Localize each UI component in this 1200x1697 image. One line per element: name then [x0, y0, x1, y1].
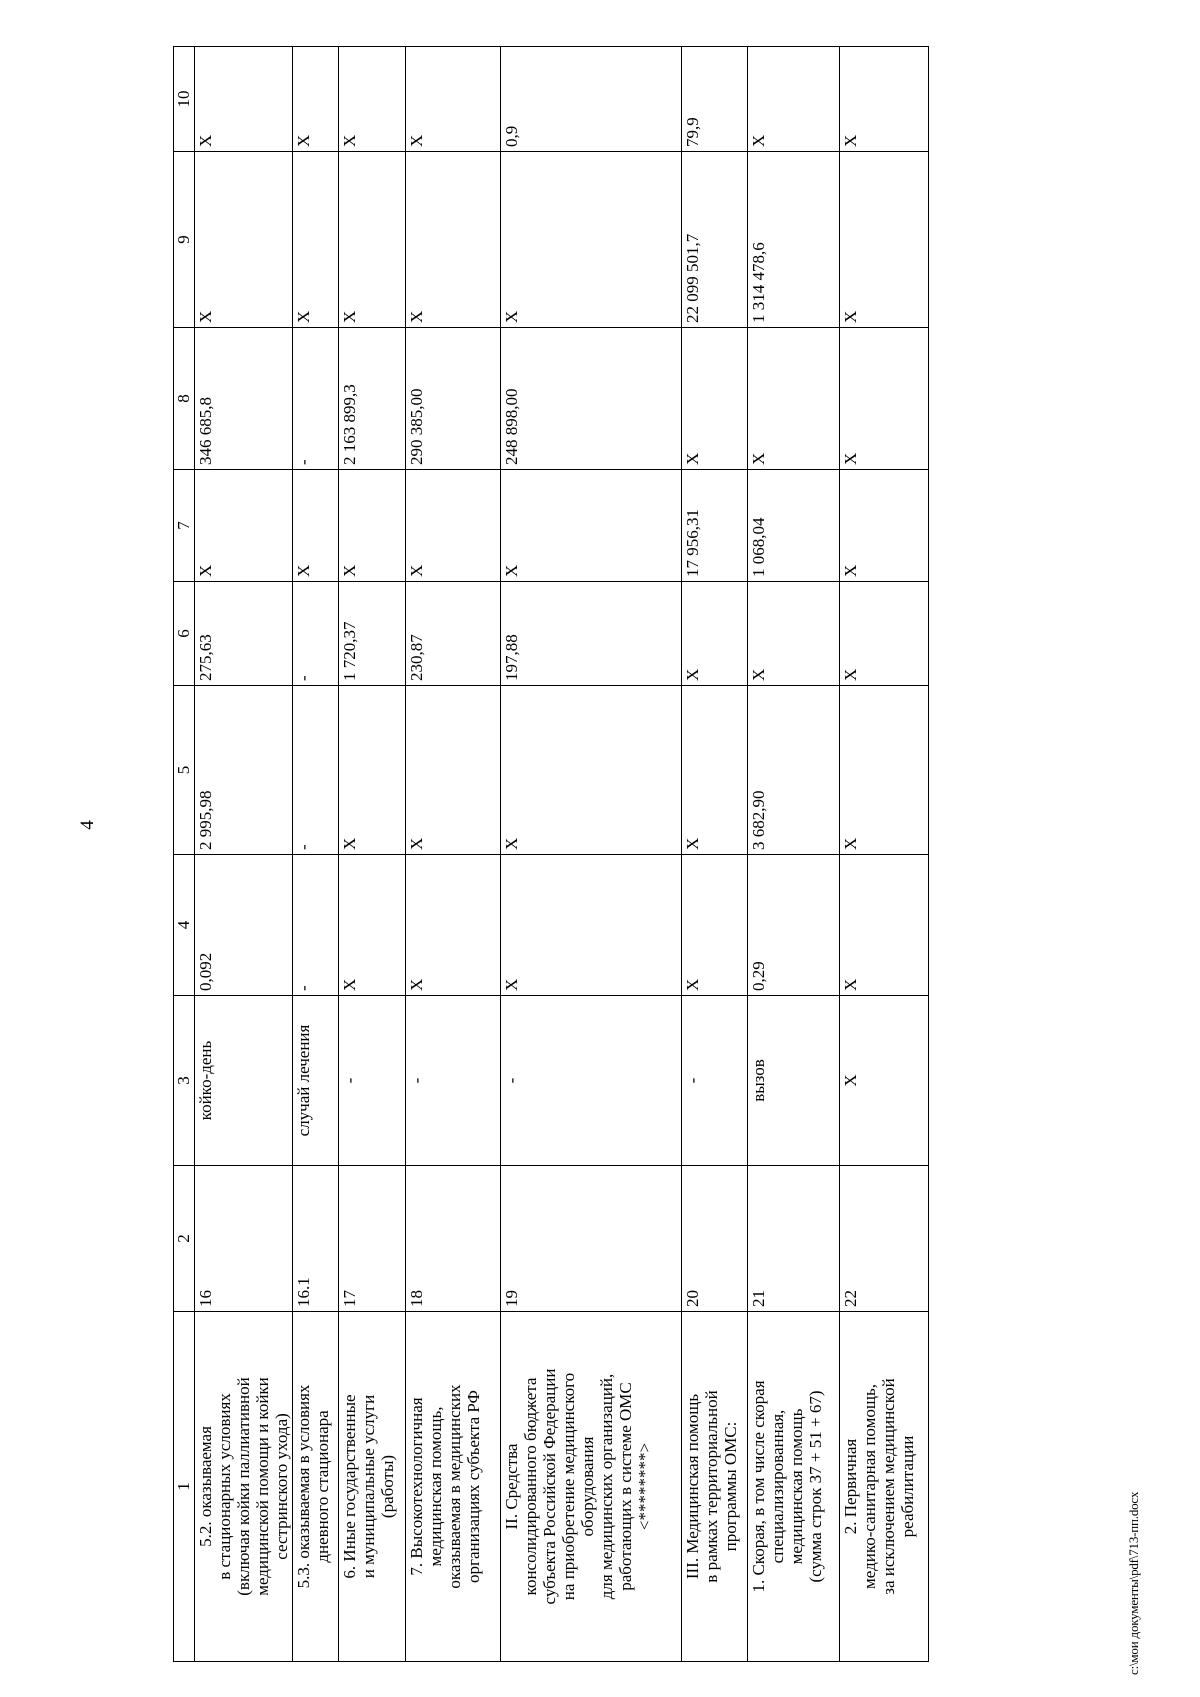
row-name: 2. Первичная медико-санитарная помощь, за исключением медицинской реабилитации [840, 1312, 929, 1662]
table-cell: Х [682, 855, 748, 996]
unit-cell: - [339, 996, 406, 1166]
row-name: III. Медицинская помощь в рамках территориальной программы ОМС: [682, 1312, 748, 1662]
unit-cell: Х [840, 996, 929, 1166]
table-row [293, 47, 339, 1662]
row-line-number: 21 [748, 1166, 840, 1312]
table-cell: Х [195, 470, 293, 582]
unit-cell: вызов [748, 996, 840, 1166]
table-row [339, 47, 406, 1662]
row-line-number: 20 [682, 1166, 748, 1312]
page-number: 4 [77, 820, 98, 830]
table-cell: Х [406, 470, 501, 582]
row-line-number: 19 [501, 1166, 682, 1312]
column-number: 2 [174, 1166, 195, 1312]
table-cell: 290 385,00 [406, 328, 501, 470]
table-cell: 275,63 [195, 582, 293, 686]
table-cell: Х [840, 582, 929, 686]
row-name: 5.3. оказываемая в условиях дневного стационара [293, 1312, 339, 1662]
column-number-row [174, 47, 195, 1662]
table-cell: 22 099 501,7 [682, 152, 748, 328]
table-row [195, 47, 293, 1662]
table-cell: 346 685,8 [195, 328, 293, 470]
table-cell: Х [293, 470, 339, 582]
table-cell: Х [293, 47, 339, 152]
table-cell: 1 720,37 [339, 582, 406, 686]
column-number: 3 [174, 996, 195, 1166]
table-cell: 79,9 [682, 47, 748, 152]
unit-cell: койко-день [195, 996, 293, 1166]
column-number: 8 [174, 328, 195, 470]
table-cell: Х [339, 47, 406, 152]
table-cell: 1 314 478,6 [748, 152, 840, 328]
row-name: 7. Высокотехнологичная медицинская помощь, оказываемая в медицинских организациях субъекта РФ [406, 1312, 501, 1662]
table-cell: Х [501, 470, 682, 582]
table-cell: 248 898,00 [501, 328, 682, 470]
unit-cell: - [682, 996, 748, 1166]
table-cell: Х [840, 686, 929, 855]
table-cell: Х [406, 686, 501, 855]
table-cell: - [293, 686, 339, 855]
table-cell: Х [748, 328, 840, 470]
table-cell: - [293, 582, 339, 686]
table-cell: 230,87 [406, 582, 501, 686]
table-cell: 0,092 [195, 855, 293, 996]
row-line-number: 16 [195, 1166, 293, 1312]
data-table [173, 46, 929, 1662]
table-cell: 0,9 [501, 47, 682, 152]
table-cell: Х [840, 470, 929, 582]
table-cell: Х [501, 152, 682, 328]
table-cell: 17 956,31 [682, 470, 748, 582]
table-row [748, 47, 840, 1662]
footer-file-path: c:\мои документы\pdf\713-пп.docx [1126, 1491, 1141, 1675]
table-cell: Х [840, 47, 929, 152]
row-name: 5.2. оказываемая в стационарных условиях (включая койки паллиативной медицинской помощи и койки сестринского ухода) [195, 1312, 293, 1662]
table-cell: Х [406, 855, 501, 996]
table-cell: - [293, 855, 339, 996]
row-line-number: 16.1 [293, 1166, 339, 1312]
table-cell: Х [682, 582, 748, 686]
row-line-number: 17 [339, 1166, 406, 1312]
table-cell: Х [406, 152, 501, 328]
row-line-number: 18 [406, 1166, 501, 1312]
table-cell: Х [339, 152, 406, 328]
table-cell: 1 068,04 [748, 470, 840, 582]
column-number: 6 [174, 582, 195, 686]
column-number: 4 [174, 855, 195, 996]
table-row [840, 47, 929, 1662]
row-name: 1. Скорая, в том числе скорая специализированная, медицинская помощь (сумма строк 37 + 51 + 67) [748, 1312, 840, 1662]
table-cell: 3 682,90 [748, 686, 840, 855]
column-number: 1 [174, 1312, 195, 1662]
table-row [406, 47, 501, 1662]
table-cell: Х [748, 47, 840, 152]
table-cell: Х [339, 686, 406, 855]
table-cell: Х [840, 855, 929, 996]
unit-cell: - [501, 996, 682, 1166]
table-cell: Х [748, 582, 840, 686]
table-cell: 2 995,98 [195, 686, 293, 855]
row-line-number: 22 [840, 1166, 929, 1312]
table-cell: - [293, 328, 339, 470]
row-name: 6. Иные государственные и муниципальные услуги (работы) [339, 1312, 406, 1662]
table-row [501, 47, 682, 1662]
table-cell: Х [840, 152, 929, 328]
table-cell: Х [293, 152, 339, 328]
table-cell: 2 163 899,3 [339, 328, 406, 470]
table-cell: 0,29 [748, 855, 840, 996]
table-cell: Х [840, 328, 929, 470]
table-cell: Х [406, 47, 501, 152]
unit-cell: - [406, 996, 501, 1166]
column-number: 5 [174, 686, 195, 855]
row-name: II. Средства консолидированного бюджета субъекта Российской Федерации на приобретение медицинского оборудования для медицинских организаций, работающих в системе ОМС <********> [501, 1312, 682, 1662]
table-cell: Х [339, 855, 406, 996]
table-cell: Х [195, 152, 293, 328]
column-number: 7 [174, 470, 195, 582]
table-cell: Х [682, 686, 748, 855]
column-number: 9 [174, 152, 195, 328]
column-number: 10 [174, 47, 195, 152]
table-cell: Х [682, 328, 748, 470]
table-cell: Х [195, 47, 293, 152]
table-cell: 197,88 [501, 582, 682, 686]
unit-cell: случай лечения [293, 996, 339, 1166]
table-row [682, 47, 748, 1662]
table-cell: Х [501, 686, 682, 855]
table-cell: Х [501, 855, 682, 996]
table-cell: Х [339, 470, 406, 582]
